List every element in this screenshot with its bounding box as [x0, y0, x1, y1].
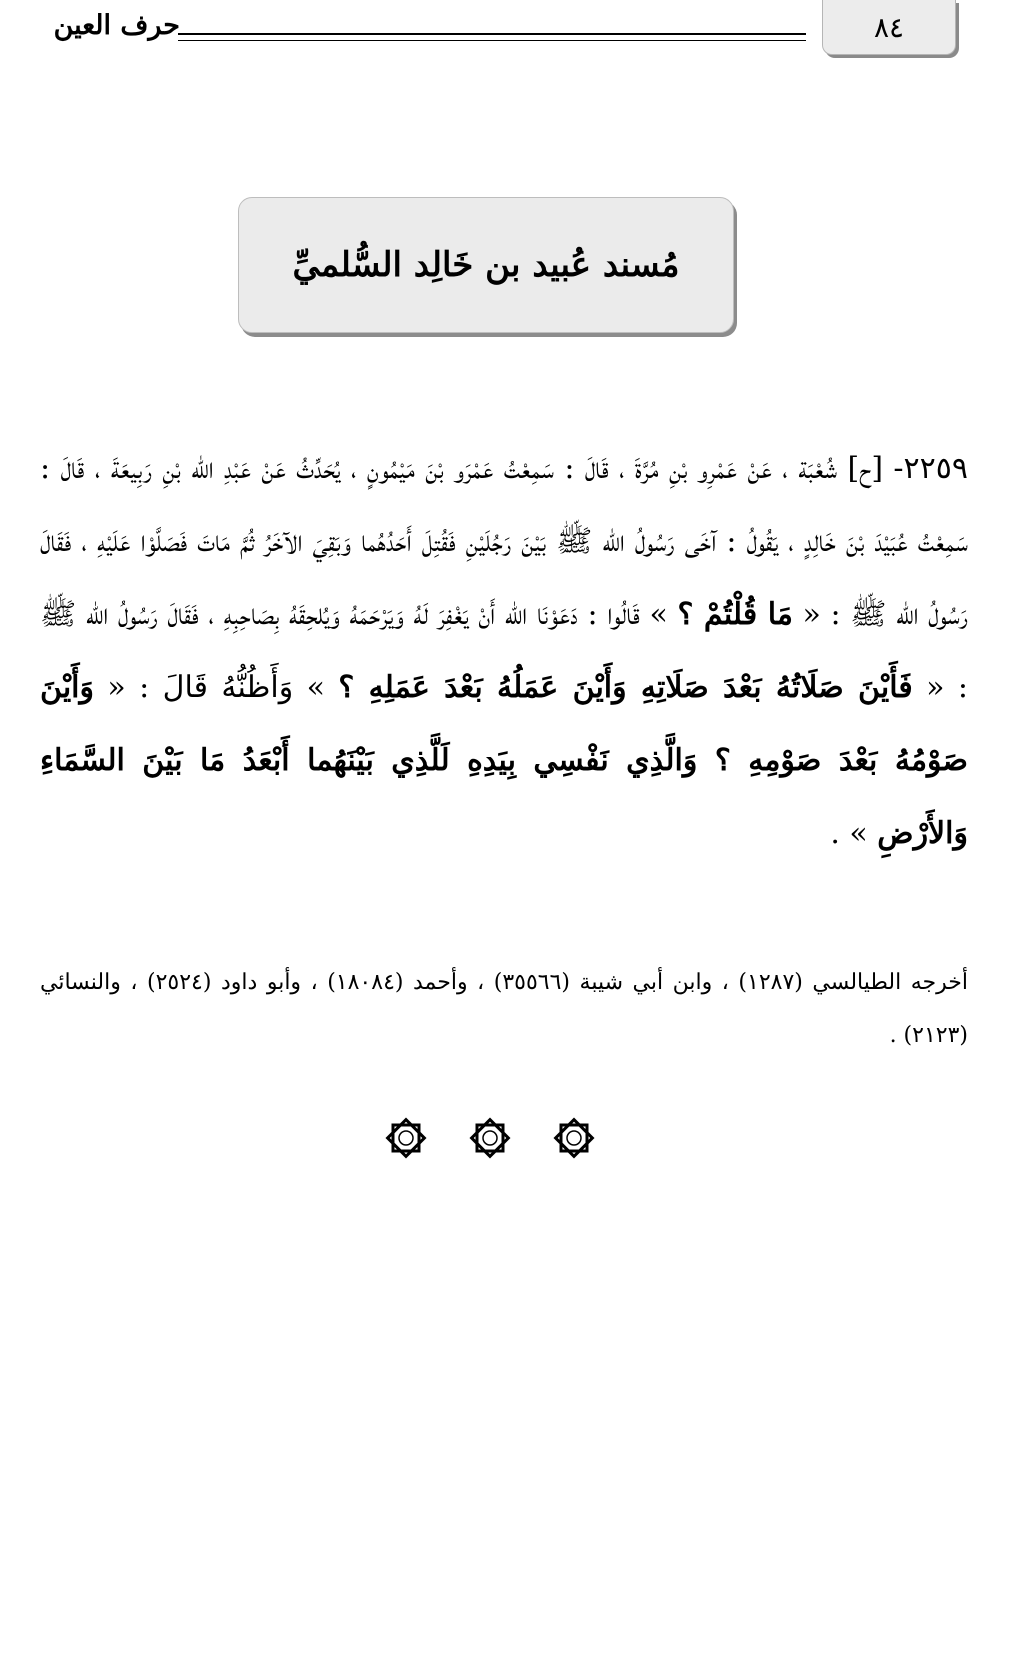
hadith-middle-2: » وَأَظُنُّهُ قَالَ : « — [94, 670, 339, 705]
takhrij-footnote: أخرجه الطيالسي (١٢٨٧) ، وابن أبي شيبة (٣٥٥٦٦) ، وأحمد (١٨٠٨٤) ، وأبو داود (٢٥٢٤) ، والنسائي (٢١٢٣) . — [40, 970, 969, 1048]
hadith-intro: ٢٢٥٩- [ح] شُعْبَة ، عَنْ عَمْرِو بْنِ مُرَّةَ ، قَالَ : سَمِعْتُ عَمْرَو بْنَ مَيْمُونٍ ، يُحَدِّثُ عَنْ عَبْدِ الله بْنِ رَبِيعَةَ ، قَالَ : سَمِعْتُ عُبَيْدَ بْنَ خَالِدٍ ، يَقُولُ : آخَى رَسُولُ الله ﷺ بَيْنَ رَجُلَيْنِ فَقُتِلَ أَحَدُهُما وَبَقِيَ الآخَرُ ثُمَّ مَاتَ فَصَلَّوْا عَلَيْهِ ، فَقَالَ رَسُولُ الله ﷺ : « — [40, 451, 969, 632]
prophet-quote-2: فَأَيْنَ صَلَاتُهُ بَعْدَ صَلَاتِهِ وَأَيْنَ عَمَلُهُ بَعْدَ عَمَلِهِ ؟ — [338, 670, 913, 705]
page-number: ٨٤ — [873, 10, 905, 44]
hadith-ending: » . — [830, 816, 878, 851]
eight-point-star-ornament-icon — [553, 1117, 595, 1159]
hadith-text — [40, 432, 968, 870]
eight-point-star-ornament-icon — [385, 1117, 427, 1159]
section-end-ornaments — [385, 1116, 595, 1160]
section-title: مُسند عُبيد بن خَالِد السُّلميِّ — [292, 245, 680, 285]
section-title-box — [238, 197, 734, 333]
header-rule — [178, 33, 806, 41]
page-number-tab — [822, 0, 956, 55]
running-head — [0, 0, 1010, 70]
hadith-middle: » قَالُوا : دَعَوْنَا الله أَنْ يَغْفِرَ لَهُ وَيَرْحَمَهُ وَيُلحِقَهُ بِصَاحِبِهِ ، فَقَالَ رَسُولُ الله ﷺ : « — [40, 597, 968, 705]
eight-point-star-ornament-icon — [469, 1117, 511, 1159]
prophet-quote-1: مَا قُلْتُمْ ؟ — [677, 597, 793, 632]
prophet-quote-3: وَأَيْنَ صَوْمُهُ بَعْدَ صَوْمِهِ ؟ وَالَّذِي نَفْسِي بِيَدِهِ لَلَّذِي بَيْنَهُما أَبْعَدُ مَا بَيْنَ السَّمَاءِ وَالأَرْضِ — [40, 670, 968, 851]
chapter-name: حرف العين — [53, 10, 180, 41]
